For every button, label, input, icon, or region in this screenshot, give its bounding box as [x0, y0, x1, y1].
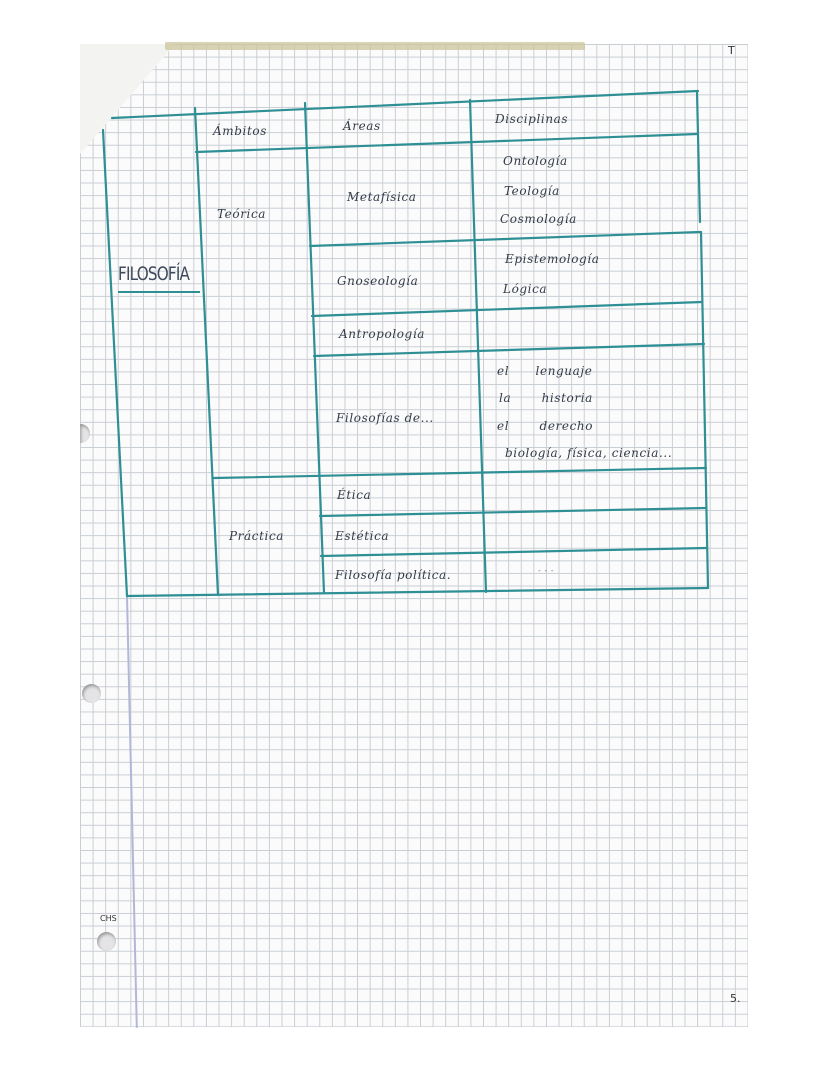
- area-filosofias-de: Filosofías de...: [336, 411, 434, 425]
- filosofia-de-historia: la historia: [499, 391, 593, 405]
- filosofia-de-derecho: el derecho: [497, 419, 594, 433]
- area-estetica: Estética: [335, 529, 390, 543]
- corner-mark-bottom-left: CHS: [100, 914, 117, 923]
- header-ambitos: Ámbitos: [213, 124, 267, 138]
- disciplina-epistemologia: Epistemología: [505, 252, 600, 266]
- area-filosofia-politica: Filosofía política.: [335, 568, 452, 582]
- title-underline: [118, 291, 200, 293]
- disciplina-teologia: Teología: [504, 184, 560, 198]
- filosofia-de-ciencias: biología, física, ciencia...: [505, 446, 673, 460]
- area-metafisica: Metafísica: [347, 190, 417, 204]
- area-etica: Ética: [337, 488, 372, 502]
- politica-placeholder: - - -: [538, 566, 555, 575]
- header-areas: Áreas: [343, 119, 381, 133]
- corner-mark-top-right: T: [728, 44, 735, 57]
- disciplina-cosmologia: Cosmología: [500, 212, 577, 226]
- ambito-teorica: Teórica: [217, 207, 267, 221]
- header-disciplinas: Disciplinas: [495, 112, 569, 126]
- disciplina-ontologia: Ontología: [503, 154, 568, 168]
- disciplina-logica: Lógica: [503, 282, 548, 296]
- page-number: 5.: [730, 992, 741, 1005]
- table-title: FILOSOFÍA: [118, 263, 190, 285]
- area-gnoseologia: Gnoseología: [337, 274, 419, 288]
- area-antropologia: Antropología: [339, 327, 426, 341]
- filosofia-de-lenguaje: el lenguaje: [497, 364, 593, 378]
- ambito-practica: Práctica: [229, 529, 285, 543]
